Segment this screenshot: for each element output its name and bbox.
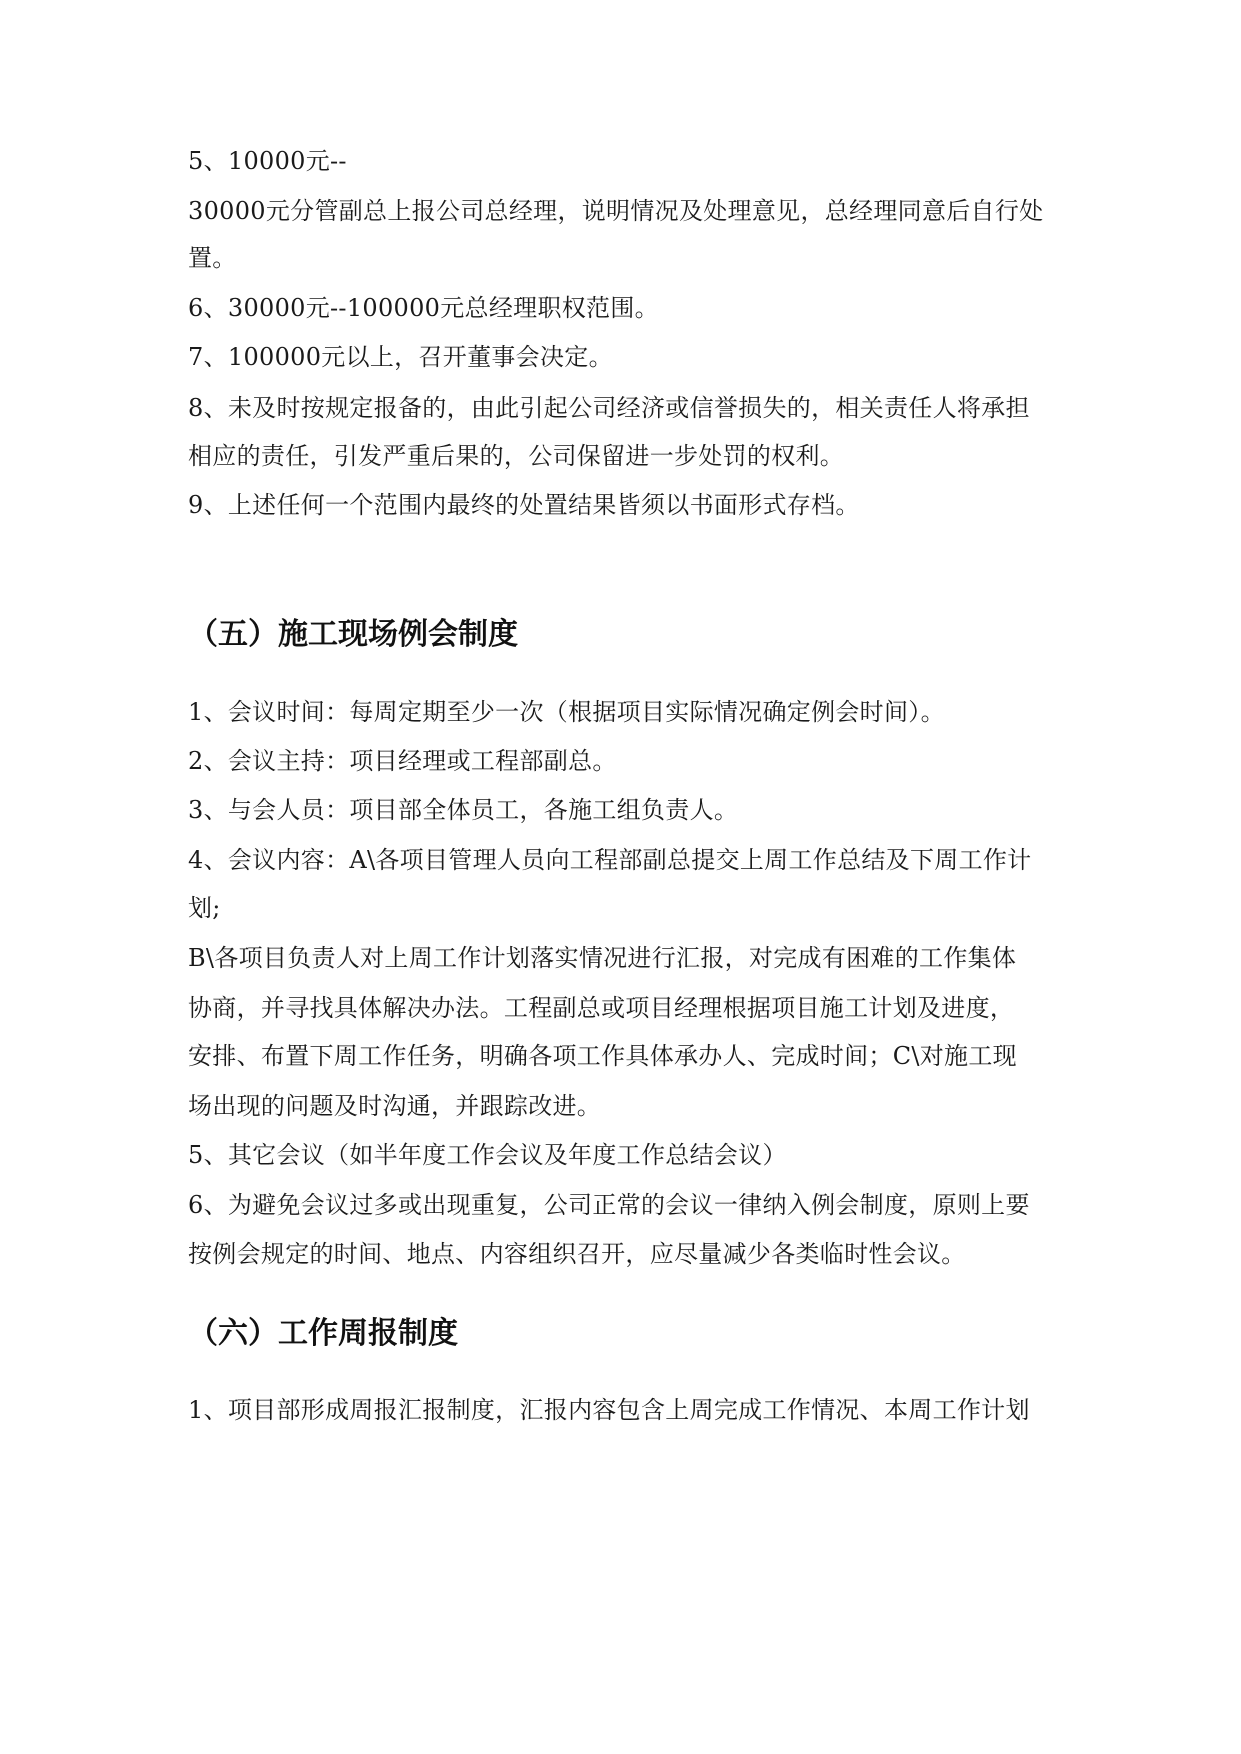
text-line: 5、10000元-- [188, 147, 347, 175]
text-line: 5、其它会议（如半年度工作会议及年度工作总结会议） [188, 1141, 787, 1169]
text-line: 30000元分管副总上报公司总经理，说明情况及处理意见，总经理同意后自行处 [188, 197, 1044, 225]
text-line: 3、与会人员：项目部全体员工，各施工组负责人。 [188, 796, 739, 824]
text-line: 6、30000元--100000元总经理职权范围。 [188, 294, 659, 322]
section-heading: （六）工作周报制度 [188, 1316, 458, 1351]
text-line: 置。 [188, 244, 237, 272]
text-line: 场出现的问题及时沟通，并跟踪改进。 [188, 1092, 602, 1120]
text-line: 安排、布置下周工作任务，明确各项工作具体承办人、完成时间；C\对施工现 [188, 1042, 1017, 1070]
text-line: 7、100000元以上，召开董事会决定。 [188, 343, 613, 371]
text-line: 划; [188, 894, 221, 922]
text-line: 8、未及时按规定报备的，由此引起公司经济或信誉损失的，相关责任人将承担 [188, 394, 1030, 422]
text-line: 2、会议主持：项目经理或工程部副总。 [188, 747, 617, 775]
text-line: 协商，并寻找具体解决办法。工程副总或项目经理根据项目施工计划及进度， [188, 994, 1015, 1022]
text-line: 按例会规定的时间、地点、内容组织召开，应尽量减少各类临时性会议。 [188, 1240, 966, 1268]
text-line: 4、会议内容：A\各项目管理人员向工程部副总提交上周工作总结及下周工作计 [188, 846, 1032, 874]
text-line: 1、项目部形成周报汇报制度，汇报内容包含上周完成工作情况、本周工作计划 [188, 1396, 1030, 1424]
text-line: 6、为避免会议过多或出现重复，公司正常的会议一律纳入例会制度，原则上要 [188, 1191, 1030, 1219]
text-line: 相应的责任，引发严重后果的，公司保留进一步处罚的权利。 [188, 442, 845, 470]
text-line: 1、会议时间：每周定期至少一次（根据项目实际情况确定例会时间）。 [188, 698, 945, 726]
section-heading: （五）施工现场例会制度 [188, 617, 518, 652]
text-line: 9、上述任何一个范围内最终的处置结果皆须以书面形式存档。 [188, 491, 860, 519]
text-line: B\各项目负责人对上周工作计划落实情况进行汇报，对完成有困难的工作集体 [188, 944, 1017, 972]
